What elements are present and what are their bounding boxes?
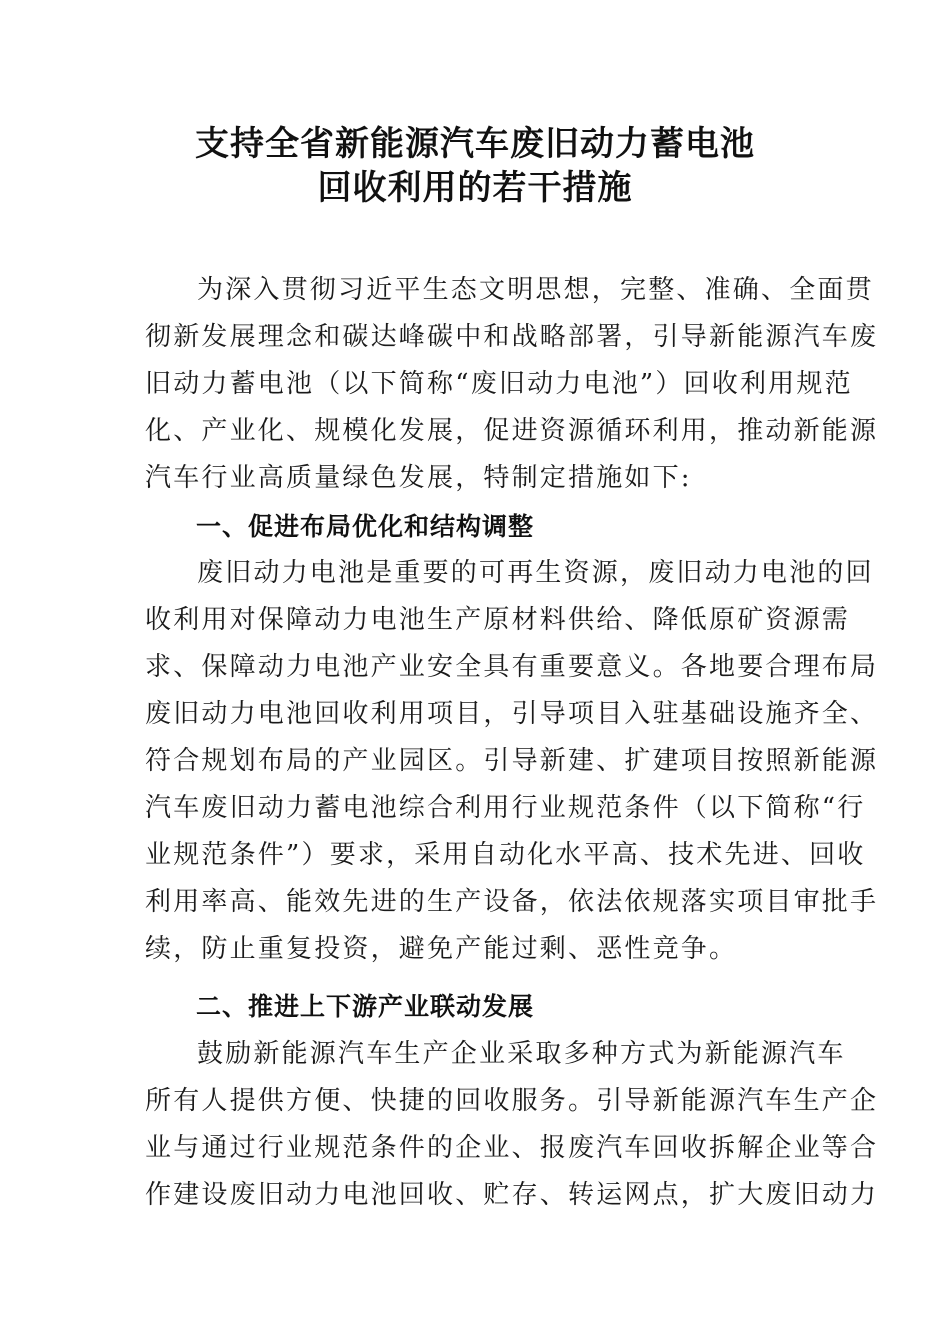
intro-line: 旧动力蓄电池（以下简称“废旧动力电池”）回收利用规范: [145, 369, 853, 399]
intro-line: 汽车行业高质量绿色发展，特制定措施如下:: [145, 463, 692, 493]
section-1-line: 求、保障动力电池产业安全具有重要意义。各地要合理布局: [145, 652, 879, 682]
section-1-line: 业规范条件”）要求，采用自动化水平高、技术先进、回收: [145, 840, 866, 870]
document-title-line-1: 支持全省新能源汽车废旧动力蓄电池: [195, 124, 755, 164]
section-2-line: 鼓励新能源汽车生产企业采取多种方式为新能源汽车: [197, 1039, 846, 1069]
intro-line: 化、产业化、规模化发展，促进资源循环利用，推动新能源: [145, 416, 879, 446]
section-2-line: 作建设废旧动力电池回收、贮存、转运网点，扩大废旧动力: [145, 1180, 879, 1210]
section-1-line: 符合规划布局的产业园区。引导新建、扩建项目按照新能源: [145, 746, 879, 776]
section-1-line: 续，防止重复投资，避免产能过剩、恶性竞争。: [145, 934, 738, 964]
section-1-line: 收利用对保障动力电池生产原材料供给、降低原矿资源需: [145, 605, 851, 635]
section-1-paragraph: [145, 550, 879, 973]
section-1-line: 汽车废旧动力蓄电池综合利用行业规范条件（以下简称“行: [145, 793, 866, 823]
intro-line: 彻新发展理念和碳达峰碳中和战略部署，引导新能源汽车废: [145, 322, 879, 352]
section-1-line: 利用率高、能效先进的生产设备，依法依规落实项目审批手: [145, 887, 879, 917]
section-2-line: 业与通过行业规范条件的企业、报废汽车回收拆解企业等合: [145, 1133, 879, 1163]
section-2-heading: 二、推进上下游产业联动发展: [196, 992, 535, 1021]
document-title-line-2: 回收利用的若干措施: [317, 168, 633, 208]
section-1-heading: 一、促进布局优化和结构调整: [196, 512, 535, 541]
intro-paragraph: [145, 267, 879, 502]
section-2-paragraph: [145, 1031, 879, 1219]
section-1-line: 废旧动力电池回收利用项目，引导项目入驻基础设施齐全、: [145, 699, 879, 729]
intro-line: 为深入贯彻习近平生态文明思想，完整、准确、全面贯: [197, 275, 874, 305]
section-2-line: 所有人提供方便、快捷的回收服务。引导新能源汽车生产企: [145, 1086, 879, 1116]
section-1-line: 废旧动力电池是重要的可再生资源，废旧动力电池的回: [197, 558, 874, 588]
